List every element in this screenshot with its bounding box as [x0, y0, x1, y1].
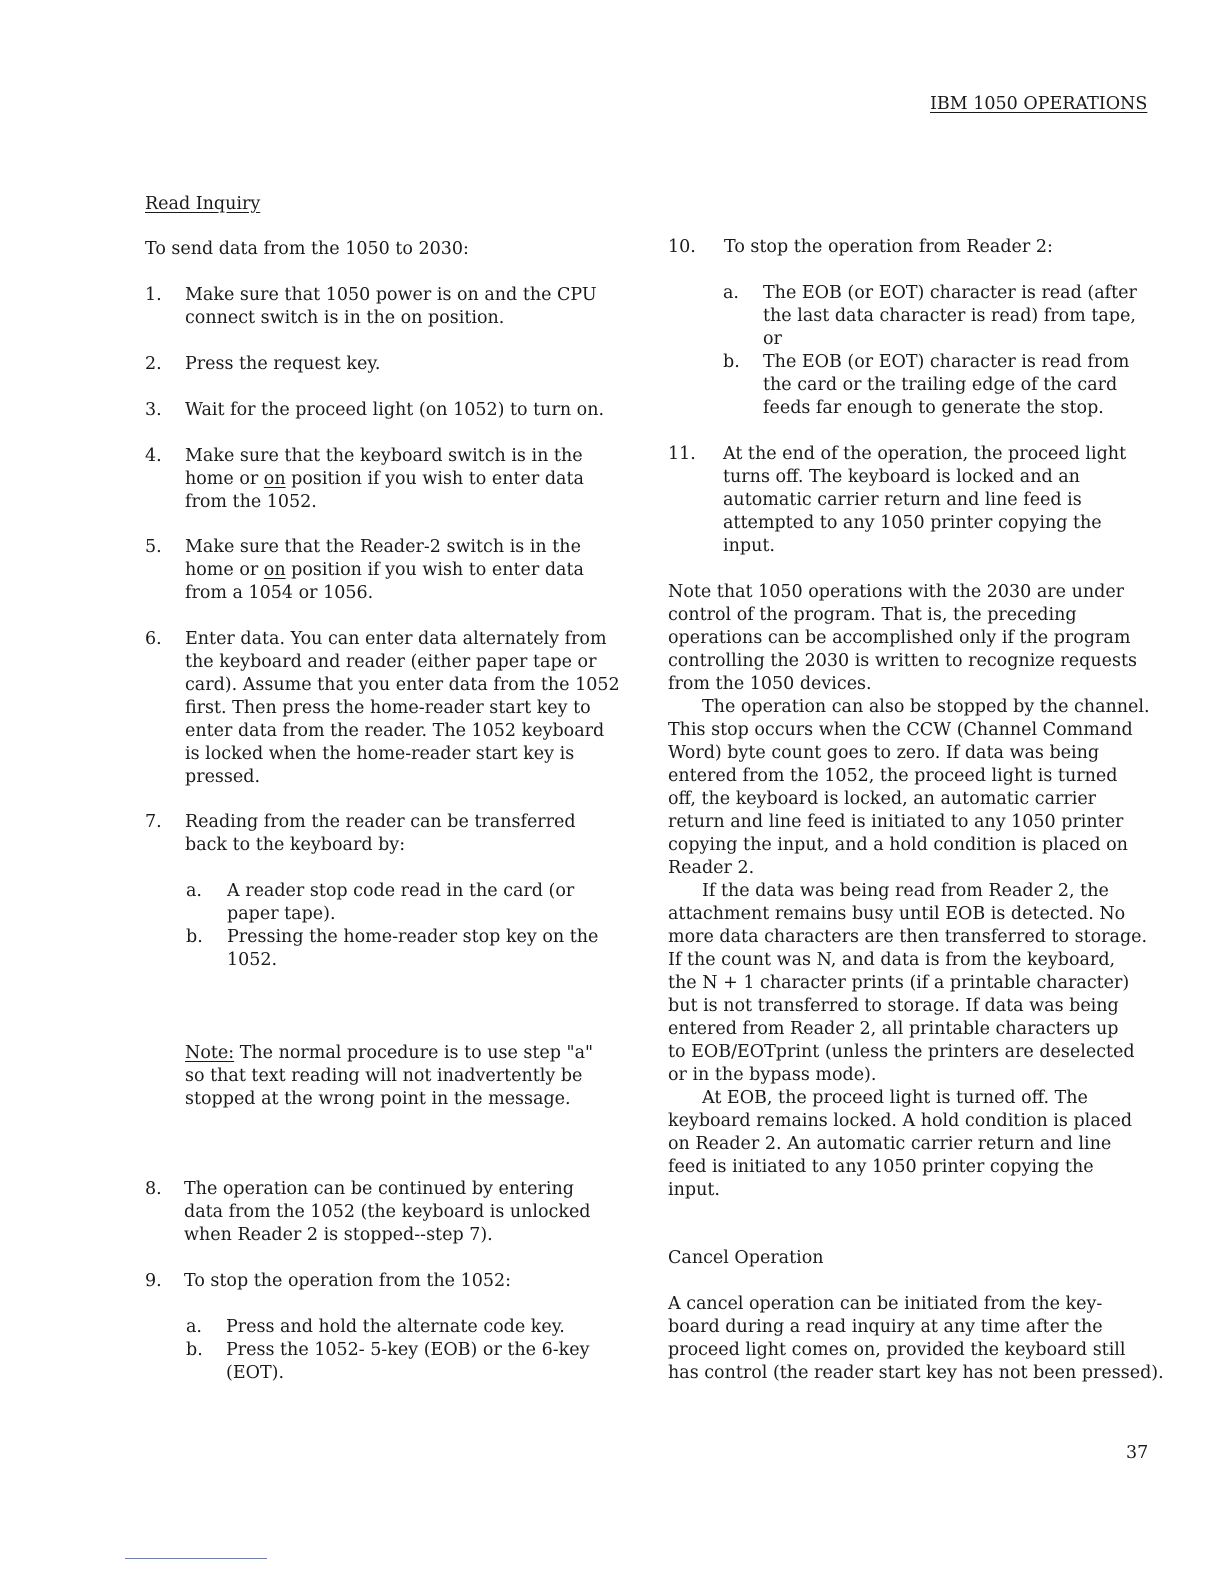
- step-line: To stop the operation from the 1052:: [184, 1271, 512, 1291]
- paragraph-4: At EOB, the proceed light is turned off. The keyboard remains locked. A hold condition is placed on Reader 2. An automatic carrier return and line feed is initiated to any 1050 printer copying the input.: [668, 1088, 1133, 1200]
- section-title-read-inquiry: Read Inquiry: [145, 194, 261, 214]
- step-line: Wait for the proceed light (on 1052) to turn on.: [185, 400, 605, 420]
- note-line: stopped at the wrong point in the message.: [185, 1089, 571, 1109]
- step-line: the keyboard and reader (either paper tape or: [185, 652, 597, 672]
- step-line: input.: [723, 536, 775, 556]
- step-line: Enter data. You can enter data alternately from: [185, 629, 607, 649]
- step-line: To stop the operation from Reader 2:: [724, 237, 1053, 257]
- sub-line: or: [763, 329, 782, 349]
- step-line: pressed.: [185, 767, 261, 787]
- step-line: back to the keyboard by:: [185, 835, 406, 855]
- sub-line: Pressing the home-reader stop key on the: [227, 927, 599, 947]
- step-line: home or on position if you wish to enter data: [185, 560, 584, 580]
- step-line: card). Assume that you enter data from the 1052: [185, 675, 620, 695]
- step-line: connect switch is in the on position.: [185, 308, 505, 328]
- step-line: Make sure that 1050 power is on and the CPU: [185, 285, 597, 305]
- sub-letter: b.: [186, 927, 203, 947]
- step-number: 4.: [145, 446, 162, 466]
- body-paragraphs: [668, 581, 1188, 1202]
- sub-line: Press the 1052- 5-key (EOB) or the 6-key: [226, 1340, 590, 1360]
- step-number: 10.: [668, 237, 696, 257]
- note-block: [185, 1042, 625, 1111]
- step-line: Press the request key.: [185, 354, 381, 374]
- section-title-cancel-operation: Cancel Operation: [668, 1248, 824, 1268]
- step-line: enter data from the reader. The 1052 keyboard: [185, 721, 605, 741]
- step-line: from the 1052.: [185, 492, 317, 512]
- sub-letter: b.: [723, 352, 740, 372]
- sub-line: The EOB (or EOT) character is read from: [763, 352, 1130, 372]
- step-line: The operation can be continued by entering: [184, 1179, 574, 1199]
- sub-line: the card or the trailing edge of the card: [763, 375, 1118, 395]
- footnote-rule: [125, 1558, 267, 1559]
- step-line: from a 1054 or 1056.: [185, 583, 374, 603]
- step-line: automatic carrier return and line feed is: [723, 490, 1082, 510]
- note-label: Note:: [185, 1043, 235, 1063]
- sub-letter: a.: [723, 283, 739, 303]
- sub-line: paper tape).: [227, 904, 336, 924]
- intro-text: To send data from the 1050 to 2030:: [145, 239, 469, 259]
- sub-line: A reader stop code read in the card (or: [227, 881, 575, 901]
- step-line: turns off. The keyboard is locked and an: [723, 467, 1080, 487]
- sub-line: the last data character is read) from tape,: [763, 306, 1136, 326]
- step-line: data from the 1052 (the keyboard is unlocked: [184, 1202, 591, 1222]
- step-number: 8.: [145, 1179, 162, 1199]
- step-line: is locked when the home-reader start key is: [185, 744, 575, 764]
- sub-line: feeds far enough to generate the stop.: [763, 398, 1104, 418]
- step-number: 9.: [145, 1271, 162, 1291]
- paragraph-2: The operation can also be stopped by the channel. This stop occurs when the CCW (Channel Command Word) byte count goes to zero. If data was being entered from the 1052, the proceed light is turned off, the keyboard is locked, an automatic carrier return and line feed is initiated to any 1050 printer copying the input, and a hold condition is placed on Reader 2.: [668, 697, 1150, 878]
- step-line: Make sure that the keyboard switch is in the: [185, 446, 583, 466]
- paragraph-3: If the data was being read from Reader 2, the attachment remains busy until EOB is detected. No more data characters are then transferred to storage. If the count was N, and data is from the keyboard, the N + 1 character prints (if a printable character) but is not transferred to storage. If data was being entered from Reader 2, all printable characters up to EOB/EOTprint (unless the printers are deselected or in the bypass mode).: [668, 881, 1148, 1085]
- sub-line: The EOB (or EOT) character is read (after: [763, 283, 1137, 303]
- sub-line: Press and hold the alternate code key.: [226, 1317, 565, 1337]
- step-line: home or on position if you wish to enter data: [185, 469, 584, 489]
- cancel-paragraph: A cancel operation can be initiated from the key- board during a read inquiry at any time after the proceed light comes on, provided the keyboard still has control (the reader start key has not been pressed).: [668, 1294, 1164, 1383]
- step-number: 1.: [145, 285, 162, 305]
- step-number: 7.: [145, 812, 162, 832]
- step-number: 3.: [145, 400, 162, 420]
- step-line: when Reader 2 is stopped--step 7).: [184, 1225, 493, 1245]
- note-line: so that text reading will not inadvertently be: [185, 1066, 583, 1086]
- step-line: At the end of the operation, the proceed light: [723, 444, 1127, 464]
- step-line: Reading from the reader can be transferred: [185, 812, 576, 832]
- sub-line: 1052.: [227, 950, 278, 970]
- step-line: first. Then press the home-reader start key to: [185, 698, 591, 718]
- sub-letter: a.: [186, 881, 202, 901]
- page-header: IBM 1050 OPERATIONS: [930, 94, 1148, 114]
- step-number: 2.: [145, 354, 162, 374]
- step-number: 6.: [145, 629, 162, 649]
- sub-line: (EOT).: [226, 1363, 285, 1383]
- sub-letter: b.: [186, 1340, 203, 1360]
- step-line: attempted to any 1050 printer copying the: [723, 513, 1102, 533]
- sub-letter: a.: [186, 1317, 202, 1337]
- note-line: Note: The normal procedure is to use step "a": [185, 1043, 594, 1063]
- page-number: 37: [1126, 1443, 1149, 1463]
- step-number: 5.: [145, 537, 162, 557]
- step-line: Make sure that the Reader-2 switch is in the: [185, 537, 581, 557]
- paragraph-1: Note that 1050 operations with the 2030 are under control of the program. That is, the preceding operations can be accomplished only if the program controlling the 2030 is written to recognize requests from the 1050 devices.: [668, 582, 1137, 694]
- step-number: 11.: [668, 444, 696, 464]
